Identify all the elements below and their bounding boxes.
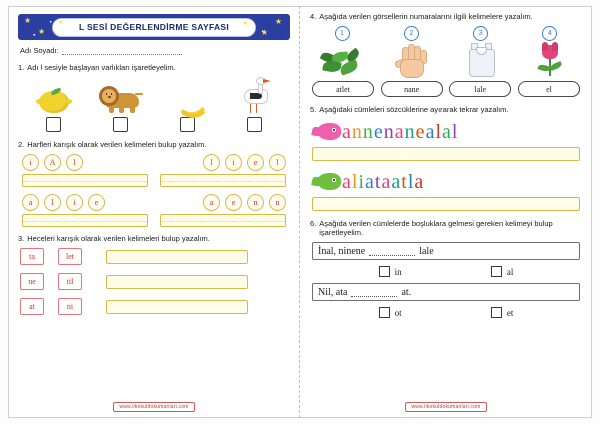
letter-bubble: l xyxy=(44,194,61,211)
pink-fish-icon xyxy=(312,122,342,142)
letter-group-left xyxy=(22,154,83,171)
letter-bubble: n xyxy=(247,194,264,211)
option-1b[interactable] xyxy=(491,266,514,277)
checkbox-stork[interactable] xyxy=(247,117,262,132)
syllable-card: til xyxy=(58,273,82,290)
left-column xyxy=(8,6,300,418)
question-2-text: Harfleri karışık olarak verilen kelimeleri bulup yazalım. xyxy=(27,140,207,149)
answer-line[interactable] xyxy=(22,174,148,187)
question-4-text: Aşağıda verilen görsellerin numaralarını ilgili kelimelere yazalım. xyxy=(319,12,533,21)
question-4-number: 4. xyxy=(310,12,317,21)
sentence-2-after: at. xyxy=(401,286,412,298)
student-name-label: Adı Soyadı: xyxy=(20,46,59,55)
sentence-1-after: lale xyxy=(419,245,434,257)
answer-line[interactable] xyxy=(106,300,248,314)
syllable-card: ni xyxy=(58,298,82,315)
answer-line[interactable] xyxy=(106,250,248,264)
question-3-rows xyxy=(20,248,288,315)
scrambled-sentence-1: annenanealal xyxy=(342,121,459,143)
syllable-card: ne xyxy=(20,273,44,290)
letter-bubble: n xyxy=(269,194,286,211)
sentence-box-1 xyxy=(312,242,580,260)
sentence-box-2 xyxy=(312,283,580,301)
syllable-row xyxy=(20,273,288,290)
question-2-row-2-letters xyxy=(22,194,286,211)
star-icon: ★ xyxy=(242,21,248,27)
question-2-row-1-answers xyxy=(22,174,286,187)
letter-bubble: e xyxy=(247,154,264,171)
question-1-heading xyxy=(18,63,290,72)
syllable-card: at xyxy=(20,298,44,315)
picture-number-badge: 1 xyxy=(335,26,350,41)
answer-line[interactable] xyxy=(160,214,286,227)
stork-icon xyxy=(238,77,272,113)
question-6-text: Aşağıda verilen cümlelerde boşluklara gelmesi gereken kelimeyi bulup işaretleyelim. xyxy=(319,219,553,237)
option-2a[interactable] xyxy=(379,307,402,318)
numbered-picture-3 xyxy=(451,26,511,77)
star-icon: ★ xyxy=(38,27,46,36)
question-3-text: Heceleri karışık olarak verilen kelimeleri bulup yazalım. xyxy=(27,234,210,243)
syllable-card: let xyxy=(58,248,82,265)
sentence-1-before: İnal, ninene xyxy=(318,245,366,257)
question-4-words xyxy=(312,81,580,97)
question-6-number: 6. xyxy=(310,219,317,228)
option-2b[interactable] xyxy=(491,307,514,318)
word-tag[interactable]: el xyxy=(518,81,580,97)
letter-bubble: e xyxy=(88,194,105,211)
page-title: L SESİ DEĞERLENDİRME SAYFASI xyxy=(78,22,230,32)
letter-bubble: i xyxy=(66,194,83,211)
question-1-number: 1. xyxy=(18,63,25,72)
title-banner xyxy=(18,14,290,40)
right-column xyxy=(300,6,592,418)
banana-icon xyxy=(171,77,205,113)
question-3-heading xyxy=(18,234,290,243)
checkbox-lion[interactable] xyxy=(113,117,128,132)
letter-bubble: i xyxy=(225,154,242,171)
question-6-heading xyxy=(310,219,582,237)
question-3-number: 3. xyxy=(18,234,25,243)
option-1a[interactable] xyxy=(379,266,402,277)
tank-top-icon xyxy=(466,43,496,77)
sentence-strip-1 xyxy=(312,119,580,145)
mint-leaves-icon xyxy=(320,43,364,77)
letter-bubble: i xyxy=(22,154,39,171)
star-icon: ★ xyxy=(260,28,268,37)
picture-cell-lemon xyxy=(26,77,82,132)
checkbox-icon[interactable] xyxy=(491,307,502,318)
letter-group-right xyxy=(203,154,286,171)
title-plate xyxy=(52,18,256,37)
checkbox-banana[interactable] xyxy=(180,117,195,132)
sentence-1-blank[interactable] xyxy=(369,246,415,256)
numbered-picture-4 xyxy=(520,26,580,77)
checkbox-icon[interactable] xyxy=(491,266,502,277)
word-tag[interactable]: atlet xyxy=(312,81,374,97)
picture-number-badge: 3 xyxy=(473,26,488,41)
word-tag[interactable]: lale xyxy=(449,81,511,97)
star-icon: ★ xyxy=(58,20,64,26)
letter-bubble: A xyxy=(44,154,61,171)
lemon-icon xyxy=(39,77,69,113)
star-icon: ★ xyxy=(24,16,32,25)
word-tag[interactable]: nane xyxy=(381,81,443,97)
letter-bubble: l xyxy=(203,154,220,171)
question-4-heading xyxy=(310,12,582,21)
question-5-heading xyxy=(310,105,582,114)
picture-number-badge: 2 xyxy=(404,26,419,41)
question-2-row-2-answers xyxy=(22,214,286,227)
student-name-field[interactable] xyxy=(20,46,290,55)
checkbox-icon[interactable] xyxy=(379,307,390,318)
star-icon: ★ xyxy=(274,17,282,26)
answer-line[interactable] xyxy=(160,174,286,187)
question-5-text: Aşağıdaki cümleleri sözcüklerine ayırarak tekrar yazalım. xyxy=(319,105,509,114)
right-footer xyxy=(300,402,592,412)
answer-line[interactable] xyxy=(312,197,580,211)
left-footer xyxy=(8,402,300,412)
picture-number-badge: 4 xyxy=(542,26,557,41)
site-credit: www.ilkokuldokumanlari.com xyxy=(113,402,194,412)
checkbox-lemon[interactable] xyxy=(46,117,61,132)
picture-cell-stork xyxy=(227,77,283,132)
question-1-text: Adı l sesiyle başlayan varlıkları işaretleyelim. xyxy=(27,63,176,72)
option-1b-label: al xyxy=(506,266,514,277)
letter-bubble: a xyxy=(22,194,39,211)
scrambled-sentence-2: aliataatla xyxy=(342,171,425,193)
letter-bubble: l xyxy=(66,154,83,171)
picture-cell-banana xyxy=(160,77,216,132)
syllable-row xyxy=(20,248,288,265)
sentence-2-blank[interactable] xyxy=(351,287,397,297)
sentence-2-options xyxy=(334,307,558,318)
question-5-number: 5. xyxy=(310,105,317,114)
hand-icon xyxy=(394,43,428,77)
question-2-row-1-letters xyxy=(22,154,286,171)
option-2b-label: et xyxy=(506,307,514,318)
sentence-strip-2 xyxy=(312,169,580,195)
letter-group-left xyxy=(22,194,105,211)
syllable-card: ta xyxy=(20,248,44,265)
option-2a-label: ot xyxy=(394,307,402,318)
picture-cell-lion xyxy=(93,77,149,132)
question-1-pictures xyxy=(20,77,288,132)
numbered-picture-2 xyxy=(381,26,441,77)
answer-line[interactable] xyxy=(22,214,148,227)
green-fish-icon xyxy=(312,172,342,192)
sentence-1-options xyxy=(334,266,558,277)
option-1a-label: in xyxy=(394,266,402,277)
tulip-icon xyxy=(537,43,563,77)
letter-bubble: a xyxy=(203,194,220,211)
question-2-number: 2. xyxy=(18,140,25,149)
letter-group-right xyxy=(203,194,286,211)
student-name-blank[interactable] xyxy=(62,46,182,55)
lion-icon xyxy=(99,77,143,113)
checkbox-icon[interactable] xyxy=(379,266,390,277)
sentence-2-before: Nil, ata xyxy=(318,286,348,298)
site-credit: www.ilkokuldokumanlari.com xyxy=(405,402,486,412)
syllable-row xyxy=(20,298,288,315)
answer-line[interactable] xyxy=(106,275,248,289)
numbered-picture-1 xyxy=(312,26,372,77)
answer-line[interactable] xyxy=(312,147,580,161)
letter-bubble: l xyxy=(269,154,286,171)
letter-bubble: e xyxy=(225,194,242,211)
question-2-heading xyxy=(18,140,290,149)
question-4-pictures xyxy=(312,26,580,77)
